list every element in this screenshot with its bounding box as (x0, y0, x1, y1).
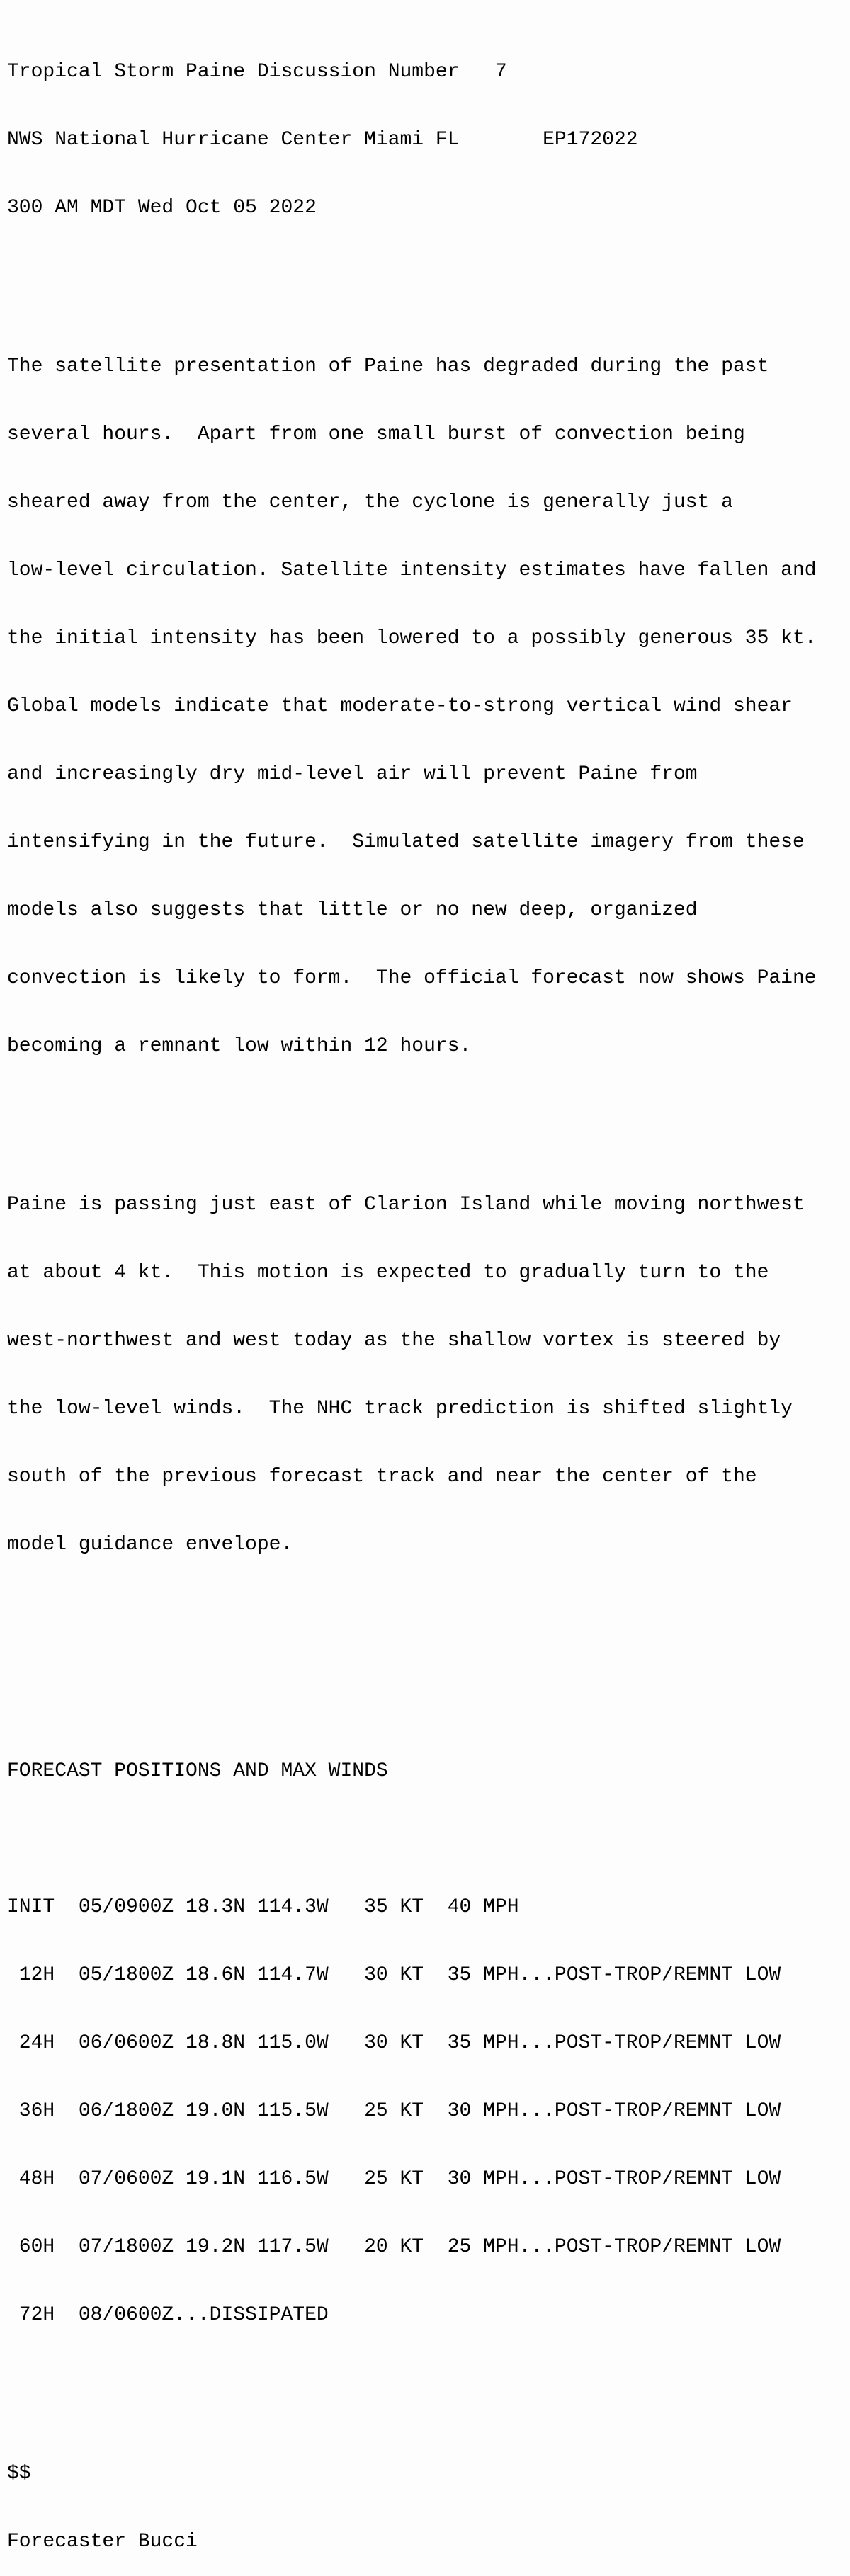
forecast-row: 72H 08/0600Z...DISSIPATED (7, 2304, 329, 2326)
paragraph-line: Global models indicate that moderate-to-strong vertical wind shear (7, 695, 793, 717)
product-terminator: $$ (7, 2463, 31, 2485)
discussion-title: Tropical Storm Paine Discussion Number 7 (7, 61, 507, 83)
paragraph-line: south of the previous forecast track and near the center of the (7, 1466, 757, 1488)
paragraph-line: the initial intensity has been lowered to a possibly generous 35 kt. (7, 627, 817, 649)
paragraph-line: convection is likely to form. The official forecast now shows Paine (7, 967, 817, 989)
paragraph-line: sheared away from the center, the cyclone is generally just a (7, 491, 733, 513)
blank-line (7, 2372, 817, 2395)
blank-line (7, 1828, 817, 1851)
blank-line (7, 1670, 817, 1692)
discussion-text (7, 16, 817, 2576)
blank-line (7, 1602, 817, 1624)
forecast-row: 36H 06/1800Z 19.0N 115.5W 25 KT 30 MPH...POST-TROP/REMNT LOW (7, 2100, 781, 2122)
forecast-row: 12H 05/1800Z 18.6N 114.7W 30 KT 35 MPH...POST-TROP/REMNT LOW (7, 1964, 781, 1986)
paragraph-line: Paine is passing just east of Clarion Island while moving northwest (7, 1194, 805, 1216)
blank-line (7, 265, 817, 287)
forecast-row: 60H 07/1800Z 19.2N 117.5W 20 KT 25 MPH...POST-TROP/REMNT LOW (7, 2236, 781, 2258)
issue-time: 300 AM MDT Wed Oct 05 2022 (7, 197, 317, 219)
paragraph-line: becoming a remnant low within 12 hours. (7, 1035, 472, 1057)
paragraph-line: models also suggests that little or no new deep, organized (7, 899, 698, 921)
forecaster-signature: Forecaster Bucci (7, 2531, 198, 2553)
paragraph-line: model guidance envelope. (7, 1534, 293, 1556)
paragraph-line: and increasingly dry mid-level air will prevent Paine from (7, 763, 698, 785)
paragraph-line: west-northwest and west today as the shallow vortex is steered by (7, 1330, 781, 1352)
paragraph-line: low-level circulation. Satellite intensity estimates have fallen and (7, 559, 817, 581)
paragraph-line: several hours. Apart from one small burst of convection being (7, 423, 745, 445)
paragraph-line: The satellite presentation of Paine has degraded during the past (7, 355, 769, 377)
paragraph-line: the low-level winds. The NHC track prediction is shifted slightly (7, 1398, 793, 1420)
forecast-row: INIT 05/0900Z 18.3N 114.3W 35 KT 40 MPH (7, 1896, 519, 1918)
paragraph-line: intensifying in the future. Simulated satellite imagery from these (7, 831, 805, 853)
forecast-row: 48H 07/0600Z 19.1N 116.5W 25 KT 30 MPH...POST-TROP/REMNT LOW (7, 2168, 781, 2190)
blank-line (7, 1103, 817, 1126)
issuing-office: NWS National Hurricane Center Miami FL EP172022 (7, 129, 638, 151)
paragraph-line: at about 4 kt. This motion is expected to gradually turn to the (7, 1262, 769, 1284)
forecast-row: 24H 06/0600Z 18.8N 115.0W 30 KT 35 MPH...POST-TROP/REMNT LOW (7, 2032, 781, 2054)
forecast-heading: FORECAST POSITIONS AND MAX WINDS (7, 1760, 388, 1782)
